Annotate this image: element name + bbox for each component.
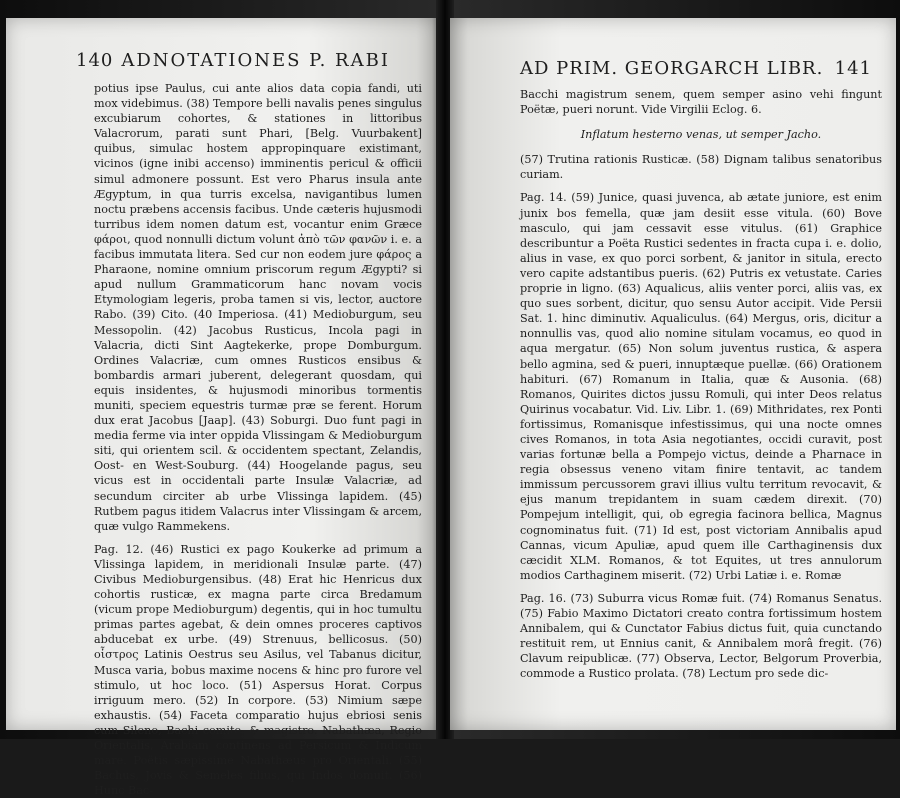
left-paragraph-2: Pag. 12. (46) Rustici ex pago Koukerke ad primum a Vlissinga lapidem, in meridionali Insulæ parte. (47) Civibus Medioburgensibus. (48) Erat hic Henricus dux cohortis rusticæ, ex magna parte circa Bredamum (vicum prope Medioburgum) degentis, qui in hoc tumultu primas partes agebat, & dein omnes proceres captivos abducebat ex urbe. (49) Strenuus, bellicosus. (50) οἶστρος Latinis Oestrus seu Asilus, vel Tabanus dicitur, Musca varia, bobus maxime nocens & hinc pro furore vel stimulo, ut hoc loco. (51) Aspersus Horat. Corpus irriguum mero. (52) In corpore. (53) Nimium sæpe exhaustis. (54) Faceta comparatio hujus ebriosi senis cum Sileno, Bachi comite, & magistro. Nabathæa, Regio Orientalis, Arabiam continens ad Persicum & Indicum mare. Poëtis sæpissime Nabathæus pro Orientali. (55) Bachus, Jovis & Semeles filius, qui Indos domuit. (56) Hunc Bac- <box>94 542 422 798</box>
left-running-head: ADNOTATIONES P. RABI <box>121 50 390 71</box>
left-page <box>6 18 438 798</box>
left-page-header <box>76 50 438 71</box>
right-page-number: 141 <box>834 58 872 79</box>
right-paragraph-2: (57) Trutina rationis Rusticæ. (58) Dignam talibus senatoribus curiam. <box>520 153 882 182</box>
right-paragraph-3: Pag. 14. (59) Junice, quasi juvenca, ab ætate juniore, est enim junix bos femella, quæ jam desiit esse vitula. (60) Bove masculo, qui jam cessavit esse vitulus. (61) Graphice describuntur a Poëta Rustici sedentes in fracta cupa i. e. dolio, alius in vase, ex quo porci sorbent, & janitor in situla, erecto vero capite adstantibus pueris. (62) Putris ex vetustate. Caries proprie in ligno. (63) Aqualicus, aliis venter porci, aliis vas, ex quo sues sorbent, dicitur, quo sensu Autor accipit. Vide Persii Sat. 1. hinc diminutiv. Aqualiculus. (64) Mergus, oris, dicitur a nonnullis vas, quod alio nomine situlam vocamus, eo quod in aqua mergatur. (65) Non solum juventus rustica, & aspera bello agmina, sed & pueri, innuptæque puellæ. (66) Orationem habituri. (67) Romanum in Italia, quæ & Ausonia. (68) Romanos, Quirites dictos jussu Romuli, qui inter Deos relatus Quirinus vocabatur. Vid. Liv. Libr. 1. (69) Mithridates, rex Ponti fortissimus, Romanisque infestissimus, qui una nocte omnes cives Romanos, in tota Asia negotiantes, occidi curavit, post varias fortunæ bella a Pompejo victus, deinde a Pharnace in regia obsessus veneno vitam finire tentavit, ac tandem immissum percussorem gravi illius vultu territum revocavit, & ejus manum trepidantem in suam cædem direxit. (70) Pompejum intelligit, qui, ob egregia facinora bellica, Magnus cognominatus fuit. (71) Id est, post victoriam Annibalis apud Cannas, vicum Apuliæ, apud quem ille Carthaginensis dux cæcidit XLM. Romanos, & tot Equites, ut tres annulorum modios Carthaginem miserit. (72) Urbi Latiæ i. e. Romæ <box>520 191 882 582</box>
left-page-number: 140 <box>76 50 114 71</box>
right-quote-line: Inflatum hesterno venas, ut semper Jacho. <box>580 128 822 142</box>
right-page <box>450 18 896 730</box>
right-paragraph-4: Pag. 16. (73) Suburra vicus Romæ fuit. (74) Romanus Senatus. (75) Fabio Maximo Dictatori creato contra fortissimum hostem Annibalem, qui & Cunctator Fabius dictus fuit, quia cunctando restituit rem, ut Ennius canit, & Annibalem morâ fregit. (76) Clavum reipublicæ. (77) Observa, Lector, Belgorum Proverbia, commode a Rustico prolata. (78) Lectum pro sede dic- <box>520 591 882 681</box>
right-page-body <box>520 87 882 681</box>
right-paragraph-1: Bacchi magistrum senem, quem semper asino vehi fingunt Poëtæ, pueri norunt. Vide Virgilii Eclog. 6. <box>520 88 882 117</box>
right-running-head: AD PRIM. GEORGARCH LIBR. <box>520 58 824 79</box>
left-paragraph-1: potius ipse Paulus, cui ante alios data copia fandi, uti mox videbimus. (38) Tempore belli navalis penes singulus excubiarum cohortes, & stationes in littoribus Valacrorum, parati sunt Phari, [Belg. Vuurbakent] quibus, simulac hostem appropinquare existimant, vicinos (igne inibi accenso) imminentis pericul & officii simul admonere possunt. Est vero Pharus insula ante Ægyptum, in qua turris excelsa, navigantibus lumen noctu præbens accensis facibus. Unde cæteris hujusmodi turribus idem nomen datum est, vocantur enim Græce φάροι, quod nonnulli dictum volunt ἀπὸ τῶν φανῶν i. e. a facibus immutata litera. Sed cur non eodem jure φάρος a Pharaone, nomine omnium priscorum regum Ægypti? si apud nullum Grammaticorum hanc novam vocis Etymologiam legeris, proba tamen si vis, lector, auctore Rabo. (39) Cito. (40 Imperiosa. (41) Medioburgum, seu Messopolin. (42) Jacobus Rusticus, Incola pagi in Valacria, dicti Sint Aagtekerke, prope Domburgum. Ordines Valacriæ, cum omnes Rusticos ensibus & bombardis armari juberent, delegerant quosdam, qui equis insidentes, & hujusmodi minoribus tormentis muniti, speciem equestris turmæ præ se ferent. Horum dux erat Jacobus [Jaap]. (43) Soburgi. Duo funt pagi in media ferme via inter oppida Vlissingam & Medioburgum siti, qui orientem scil. & occidentem spectant, Zelandis, Oost- en West-Souburg. (44) Hoogelande pagus, seu vicus est in occidentali parte Insulæ Valacriæ, ad secundum circiter ab urbe Vlissinga lapidem. (45) Rutbem pagus itidem Valacrus inter Vlissingam & arcem, quæ vulgo Rammekens. <box>94 82 422 533</box>
right-page-header <box>520 58 872 79</box>
left-page-body <box>94 81 422 798</box>
